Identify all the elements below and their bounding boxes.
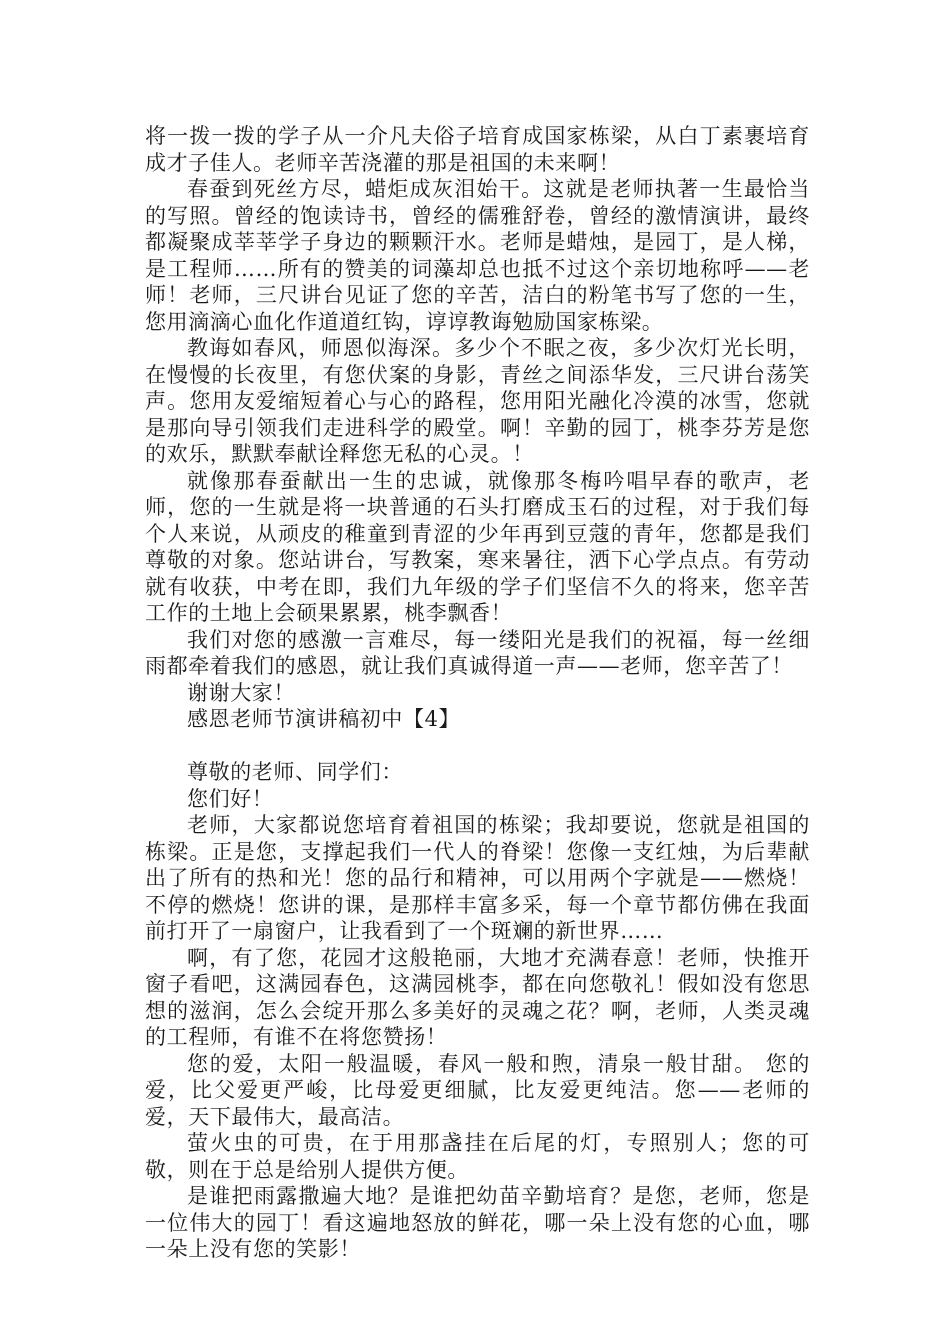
paragraph: 老师，大家都说您培育着祖国的栋梁；我却要说，您就是祖国的栋梁。正是您，支撑起我们一代人的脊梁！您像一支红烛，为后辈献出了所有的热和光！您的品行和精神，可以用两个字就是——燃烧！不停的燃烧！您讲的课，是那样丰富多采，每一个章节都仿佛在我面前打开了一扇窗户，让我看到了一个斑斓的新世界…… [145,813,810,943]
closing-line: 谢谢大家！ [187,680,295,705]
paragraph: 我们对您的感激一言难尽，每一缕阳光是我们的祝福，每一丝细雨都牵着我们的感恩，就让我们真诚得道一声——老师，您辛苦了！ [145,627,810,678]
paragraph: 就像那春蚕献出一生的忠诚，就像那冬梅吟唱早春的歌声，老师，您的一生就是将一块普通的石头打磨成玉石的过程，对于我们每个人来说，从顽皮的稚童到青涩的少年再到豆蔻的青年，您都是我们尊敬的对象。您站讲台，写教案，寒来暑往，洒下心学点点。有劳动就有收获，中考在即，我们九年级的学子们坚信不久的将来，您辛苦工作的土地上会硕果累累，桃李飘香！ [145,468,810,625]
paragraph: 春蚕到死丝方尽，蜡炬成灰泪始干。这就是老师执著一生最恰当的写照。曾经的饱读诗书，曾经的儒雅舒卷，曾经的激情演讲，最终都凝聚成莘莘学子身边的颗颗汗水。老师是蜡烛，是园丁，是人梯，是工程师……所有的赞美的词藻却总也抵不过这个亲切地称呼——老师！老师，三尺讲台见证了您的辛苦，洁白的粉笔书写了您的一生，您用滴滴心血化作道道红钩，谆谆教诲勉励国家栋梁。 [145,177,810,334]
paragraph: 啊，有了您，花园才这般艳丽，大地才充满春意！老师，快推开窗子看吧，这满园春色，这满园桃李，都在向您敬礼！假如没有您思想的滋润，怎么会绽开那么多美好的灵魂之花？啊，老师，人类灵魂的工程师，有谁不在将您赞扬！ [145,945,810,1049]
paragraph: 是谁把雨露撒遍大地？是谁把幼苗辛勤培育？是您，老师，您是一位伟大的园丁！看这遍地怒放的鲜花，哪一朵上没有您的心血，哪一朵上没有您的笑影！ [145,1184,810,1261]
paragraph: 您的爱，太阳一般温暖，春风一般和煦，清泉一般甘甜。 您的爱，比父爱更严峻，比母爱更细腻，比友爱更纯洁。您——老师的爱，天下最伟大，最高洁。 [145,1051,810,1129]
salutation: 尊敬的老师、同学们： [187,760,403,784]
document-body [145,123,810,1263]
blank-line [145,733,810,760]
paragraph: 教诲如春风，师恩似海深。多少个不眠之夜，多少次灯光长明，在慢慢的长夜里，有您伏案的身影，青丝之间添华发，三尺讲台荡笑声。您用友爱缩短着心与心的路程，您用阳光融化冷漠的冰雪，您就是那向导引领我们走进科学的殿堂。啊！辛勤的园丁，桃李芬芳是您的欢乐，默默奉献诠释您无私的心灵。！ [145,336,810,466]
paragraph: 萤火虫的可贵，在于用那盏挂在后尾的灯，专照别人；您的可敬，则在于总是给别人提供方便。 [145,1131,810,1182]
greeting: 您们好！ [187,786,274,811]
section-heading: 感恩老师节演讲稿初中【4】 [187,707,461,731]
paragraph: 将一拨一拨的学子从一介凡夫俗子培育成国家栋梁，从白丁素裹培育成才子佳人。老师辛苦浇灌的那是祖国的未来啊！ [145,124,810,175]
